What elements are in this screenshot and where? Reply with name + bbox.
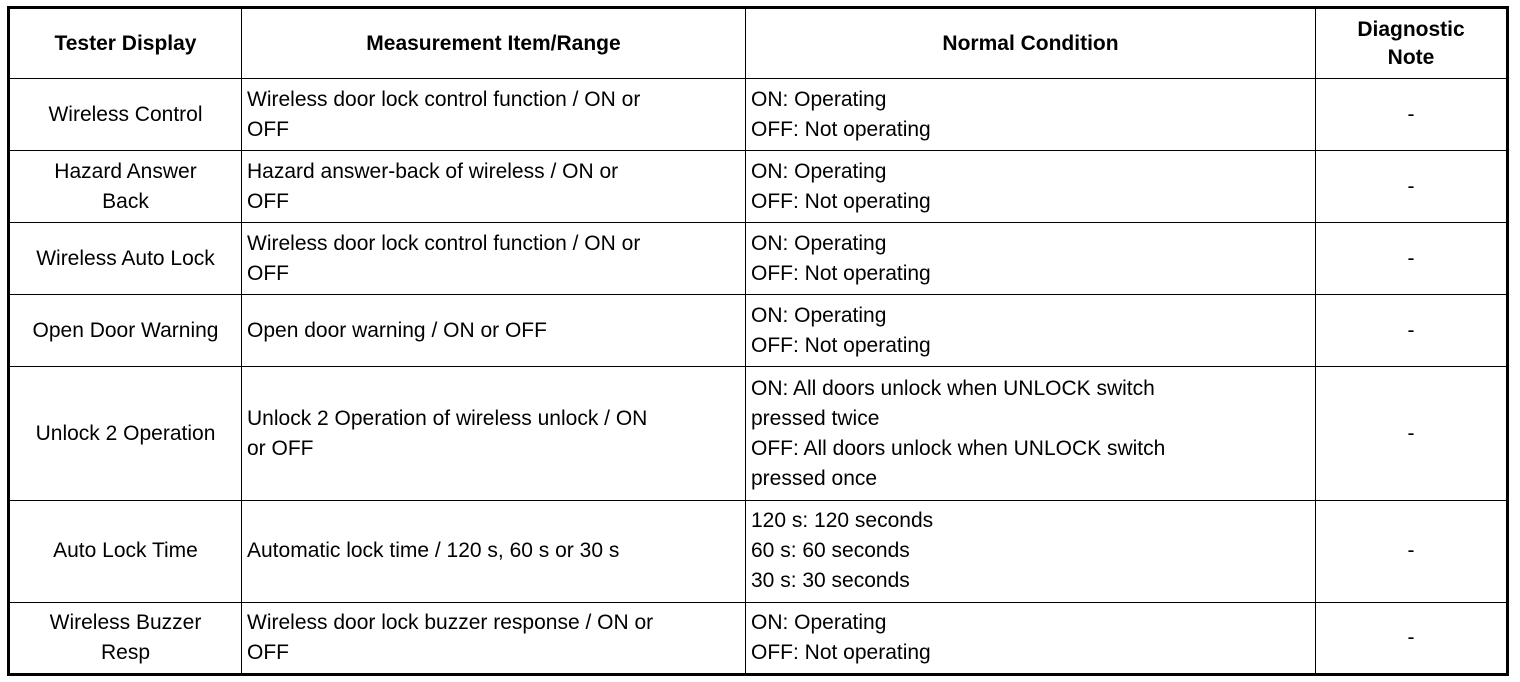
cell-line: ON: Operating <box>751 610 887 634</box>
cell-line: Wireless door lock buzzer response / ON or <box>247 610 654 634</box>
tester-display-cell <box>9 79 242 151</box>
cell-line: OFF: Not operating <box>751 640 931 664</box>
header-tester-display: Tester Display <box>9 8 242 79</box>
measurement-cell <box>242 500 746 602</box>
note-cell: - <box>1316 602 1508 674</box>
cell-line: ON: Operating <box>751 159 887 183</box>
condition-cell <box>746 79 1316 151</box>
cell-line: OFF: Not operating <box>751 333 931 357</box>
cell-line: or OFF <box>247 436 314 460</box>
cell-line: Back <box>102 189 149 213</box>
table-row <box>9 602 1508 674</box>
header-row <box>9 8 1508 79</box>
cell-line: ON: Operating <box>751 87 887 111</box>
header-diagnostic-note-line: Note <box>1387 45 1435 69</box>
measurement-cell <box>242 151 746 223</box>
condition-cell <box>746 295 1316 367</box>
header-diagnostic-note-line: Diagnostic <box>1357 17 1465 41</box>
table-row <box>9 79 1508 151</box>
cell-line: Wireless Buzzer <box>49 610 202 634</box>
table-row <box>9 295 1508 367</box>
condition-cell <box>746 223 1316 295</box>
tester-display-cell <box>9 295 242 367</box>
header-normal-condition: Normal Condition <box>746 8 1316 79</box>
cell-line: ON: All doors unlock when UNLOCK switch <box>751 376 1155 400</box>
cell-line: Unlock 2 Operation <box>35 421 216 445</box>
measurement-cell <box>242 602 746 674</box>
cell-line: OFF: Not operating <box>751 189 931 213</box>
cell-line: OFF <box>247 640 289 664</box>
cell-line: Automatic lock time / 120 s, 60 s or 30 s <box>247 539 620 563</box>
condition-cell <box>746 500 1316 602</box>
tester-display-cell <box>9 151 242 223</box>
cell-line: 60 s: 60 seconds <box>751 539 910 563</box>
cell-line: pressed twice <box>751 406 880 430</box>
table-row <box>9 223 1508 295</box>
tester-display-cell <box>9 223 242 295</box>
table-row <box>9 151 1508 223</box>
measurement-cell <box>242 295 746 367</box>
cell-line: Wireless Auto Lock <box>36 246 215 270</box>
table-row <box>9 367 1508 500</box>
cell-line: Open Door Warning <box>32 318 219 342</box>
condition-cell <box>746 151 1316 223</box>
cell-line: Wireless door lock control function / ON or <box>247 231 641 255</box>
header-diagnostic-note <box>1316 8 1508 79</box>
header-measurement-item: Measurement Item/Range <box>242 8 746 79</box>
cell-line: Wireless Control <box>48 102 203 126</box>
tester-display-cell <box>9 500 242 602</box>
condition-cell <box>746 367 1316 500</box>
cell-line: Hazard answer-back of wireless / ON or <box>247 159 619 183</box>
measurement-cell <box>242 367 746 500</box>
cell-line: ON: Operating <box>751 231 887 255</box>
cell-line: Unlock 2 Operation of wireless unlock / ON <box>247 406 648 430</box>
note-cell: - <box>1316 151 1508 223</box>
note-cell: - <box>1316 500 1508 602</box>
cell-line: Auto Lock Time <box>53 539 198 563</box>
tester-display-cell <box>9 602 242 674</box>
condition-cell <box>746 602 1316 674</box>
cell-line: OFF <box>247 189 289 213</box>
note-cell: - <box>1316 223 1508 295</box>
note-cell: - <box>1316 295 1508 367</box>
tester-display-cell <box>9 367 242 500</box>
cell-line: Resp <box>100 640 151 664</box>
cell-line: OFF: Not operating <box>751 261 931 285</box>
cell-line: Open door warning / ON or OFF <box>247 318 547 342</box>
note-cell: - <box>1316 367 1508 500</box>
cell-line: Wireless door lock control function / ON or <box>247 87 641 111</box>
cell-line: pressed once <box>751 466 878 490</box>
cell-line: OFF: All doors unlock when UNLOCK switch <box>751 436 1166 460</box>
cell-line: OFF <box>247 261 289 285</box>
measurement-cell <box>242 223 746 295</box>
cell-line: 30 s: 30 seconds <box>751 569 910 593</box>
diagnostic-table-container <box>7 6 1506 676</box>
cell-line: Hazard Answer <box>54 159 197 183</box>
cell-line: 120 s: 120 seconds <box>751 509 934 533</box>
cell-line: ON: Operating <box>751 303 887 327</box>
measurement-cell <box>242 79 746 151</box>
note-cell: - <box>1316 79 1508 151</box>
diagnostic-table <box>7 6 1509 676</box>
table-row <box>9 500 1508 602</box>
cell-line: OFF: Not operating <box>751 117 931 141</box>
cell-line: OFF <box>247 117 289 141</box>
